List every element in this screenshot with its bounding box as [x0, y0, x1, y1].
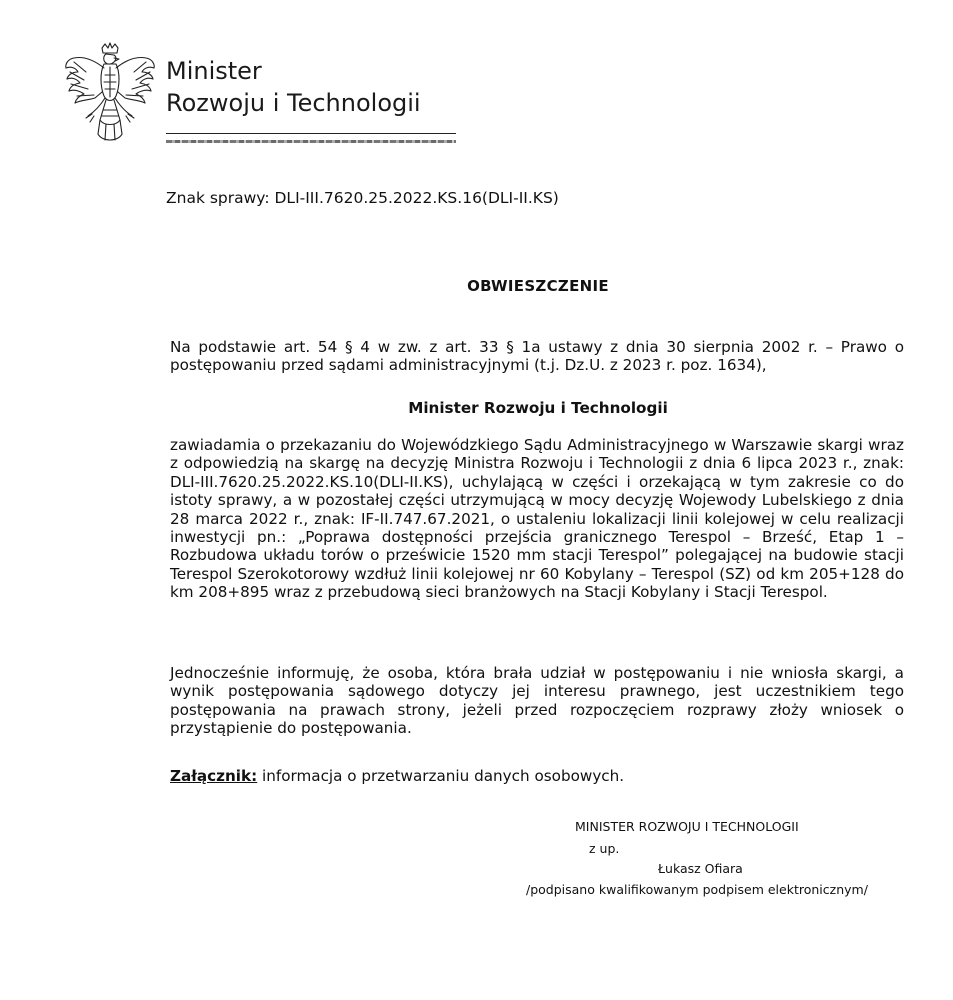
header-divider-decorative: [166, 140, 456, 143]
attachment-text: informacja o przetwarzaniu danych osobowych.: [257, 767, 625, 785]
signature-on-behalf: z up.: [589, 841, 620, 856]
attachment-line: [170, 766, 624, 786]
signatory-name: Łukasz Ofiara: [658, 861, 743, 876]
attachment-label: Załącznik:: [170, 767, 258, 785]
notice-body-paragraph: zawiadamia o przekazaniu do Wojewódzkiego Sądu Administracyjnego w Warszawie skargi wraz z odpowiedzią na skargę na decyzję Ministra Rozwoju i Technologii z dnia 6 lipca 2023 r., znak: DLI-III.7620.25.2022.KS.10(DLI-II.KS), uchylającą w części i orzekającą w tym zakresie co do istoty sprawy, a w pozostałej części utrzymującą w mocy decyzję Wojewody Lubelskiego z dnia 28 marca 2022 r., znak: IF-II.747.67.2021, o ustaleniu lokalizacji linii kolejowej w celu realizacji inwestycji pn.: „Poprawa dostępności przejścia granicznego Terespol – Brześć, Etap 1 – Rozbudowa układu torów o prześwicie 1520 mm stacji Terespol” polegającej na budowie stacji Terespol Szerokotorowy wzdłuż linii kolejowej nr 60 Kobylany – Terespol (SZ) od km 205+128 do km 208+895 wraz z przebudową sieci branżowych na Stacji Kobylany i Stacji Terespol.: [170, 436, 904, 602]
document-title: OBWIESZCZENIE: [467, 277, 609, 295]
header-divider: [166, 133, 456, 134]
issuing-authority: Minister Rozwoju i Technologii: [408, 399, 668, 417]
participant-info-paragraph: Jednocześnie informuję, że osoba, która brała udział w postępowaniu i nie wniosła skargi, a wynik postępowania sądowego dotyczy jej interesu prawnego, jest uczestnikiem tego postępowania na prawach strony, jeżeli przed rozpoczęciem rozprawy złoży wniosek o przystąpienie do postępowania.: [170, 664, 904, 738]
polish-eagle-emblem-icon: [62, 42, 158, 150]
signature-title: MINISTER ROZWOJU I TECHNOLOGII: [575, 819, 799, 834]
organization-name-line1: Minister: [166, 57, 262, 85]
electronic-signature-note: /podpisano kwalifikowanym podpisem elektronicznym/: [526, 882, 868, 897]
legal-basis-paragraph: Na podstawie art. 54 § 4 w zw. z art. 33 § 1a ustawy z dnia 30 sierpnia 2002 r. – Prawo o postępowaniu przed sądami administracyjnymi (t.j. Dz.U. z 2023 r. poz. 1634),: [170, 338, 904, 375]
case-number: Znak sprawy: DLI-III.7620.25.2022.KS.16(DLI-II.KS): [166, 189, 559, 207]
organization-name-line2: Rozwoju i Technologii: [166, 89, 421, 117]
